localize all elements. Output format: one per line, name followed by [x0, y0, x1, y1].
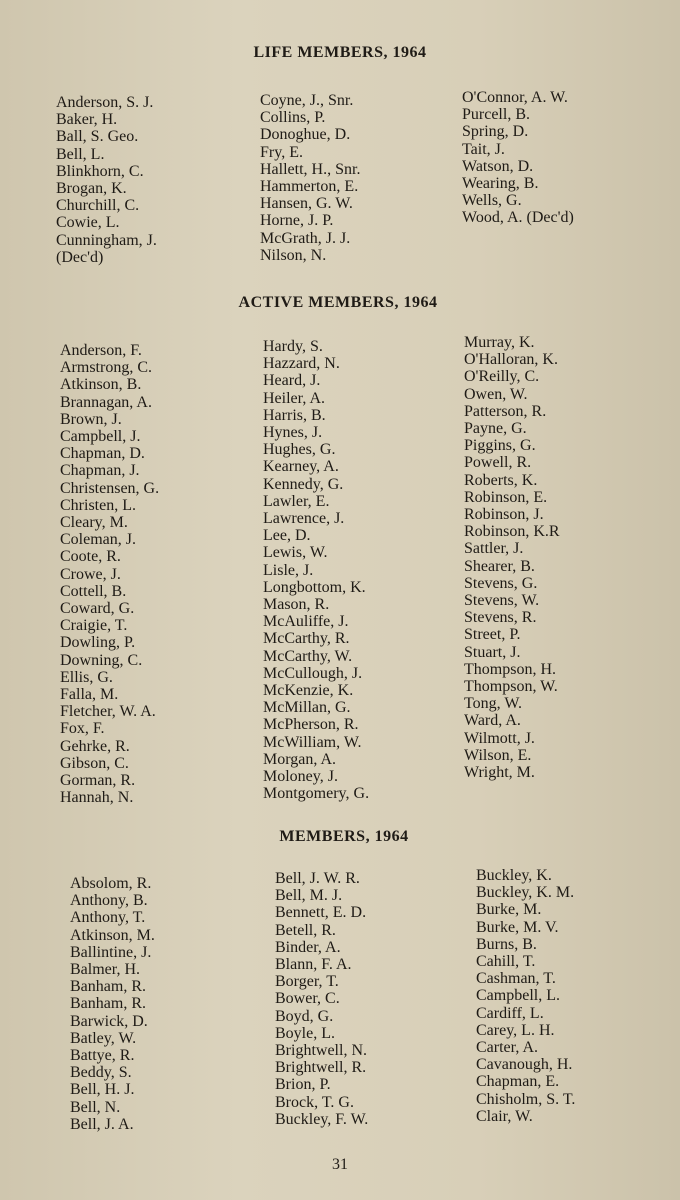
- member-name: Morgan, A.: [263, 750, 337, 768]
- member-name: Bennett, E. D.: [275, 904, 367, 922]
- member-name: Wood, A. (Dec'd): [462, 209, 574, 227]
- member-name: McAuliffe, J.: [263, 613, 349, 631]
- member-name: McCullough, J.: [263, 664, 363, 682]
- member-name: Hazzard, N.: [263, 355, 340, 373]
- member-name: Gorman, R.: [60, 772, 136, 790]
- member-name: Campbell, L.: [476, 987, 560, 1005]
- member-name: Dowling, P.: [60, 634, 136, 652]
- member-name: Wright, M.: [464, 764, 535, 782]
- member-name: Bell, M. J.: [275, 887, 343, 905]
- member-name: Wells, G.: [462, 192, 522, 210]
- member-name: Chisholm, S. T.: [476, 1090, 576, 1108]
- member-name: Robinson, K.R: [464, 523, 560, 541]
- member-name: Powell, R.: [464, 454, 532, 472]
- member-name: McMillan, G.: [263, 699, 351, 717]
- member-name: Wearing, B.: [462, 175, 539, 193]
- member-name: Thompson, H.: [464, 660, 556, 678]
- member-name: Bell, H. J.: [70, 1081, 135, 1099]
- member-name: Cardiff, L.: [476, 1004, 544, 1022]
- active-members-heading: ACTIVE MEMBERS, 1964: [238, 294, 438, 311]
- member-name: Boyd, G.: [275, 1007, 334, 1025]
- member-name: Lawrence, J.: [263, 510, 345, 528]
- member-name: McGrath, J. J.: [260, 229, 351, 247]
- member-name: Clair, W.: [476, 1107, 533, 1125]
- member-name: Tong, W.: [464, 695, 522, 713]
- member-name: Tait, J.: [462, 140, 505, 158]
- member-name: Crowe, J.: [60, 565, 121, 583]
- life-col-1: [56, 94, 157, 266]
- member-name: Piggins, G.: [464, 437, 536, 455]
- member-name: Atkinson, M.: [70, 926, 155, 944]
- member-name: Street, P.: [464, 626, 521, 644]
- member-name: Lewis, W.: [263, 544, 328, 562]
- member-name: Roberts, K.: [464, 471, 538, 489]
- member-name: Hughes, G.: [263, 441, 336, 459]
- member-name: Nilson, N.: [260, 246, 327, 264]
- active-col-1: [60, 342, 159, 806]
- member-name: Heiler, A.: [263, 389, 326, 407]
- member-name: O'Reilly, C.: [464, 368, 540, 386]
- member-name: Coote, R.: [60, 548, 121, 566]
- member-name: Mason, R.: [263, 596, 330, 614]
- member-name: Ballintine, J.: [70, 943, 152, 961]
- member-name: Hansen, G. W.: [260, 195, 353, 213]
- life-col-3: [462, 89, 574, 227]
- member-name: McCarthy, W.: [263, 647, 353, 665]
- member-name: Gibson, C.: [60, 754, 129, 772]
- member-name: Sattler, J.: [464, 540, 524, 558]
- member-name: Burke, M. V.: [476, 918, 559, 936]
- active-col-3: [464, 334, 560, 781]
- member-name: McPherson, R.: [263, 716, 359, 734]
- member-name: Murray, K.: [464, 334, 535, 351]
- member-name: Batley, W.: [70, 1029, 137, 1047]
- members-col-1: [70, 875, 155, 1133]
- member-name: Patterson, R.: [464, 402, 547, 420]
- member-name: Christensen, G.: [60, 479, 160, 497]
- member-name: Wilson, E.: [464, 746, 532, 764]
- member-name: O'Halloran, K.: [464, 351, 558, 369]
- member-name: Falla, M.: [60, 686, 119, 704]
- member-name: Fox, F.: [60, 720, 105, 738]
- member-name: Coleman, J.: [60, 531, 136, 549]
- member-name: Lisle, J.: [263, 561, 314, 579]
- member-name: Wilmott, J.: [464, 729, 535, 747]
- member-name: Burns, B.: [476, 935, 537, 953]
- member-name: Cahill, T.: [476, 953, 536, 971]
- member-name: Kearney, A.: [263, 458, 339, 476]
- member-name: Blann, F. A.: [275, 956, 352, 974]
- member-name: Anthony, B.: [70, 892, 148, 910]
- member-name: Buckley, F. W.: [275, 1110, 369, 1128]
- member-name: Stevens, G.: [464, 574, 538, 592]
- member-name: Ellis, G.: [60, 668, 113, 686]
- members-heading: MEMBERS, 1964: [279, 828, 409, 845]
- member-name: Robinson, J.: [464, 506, 544, 524]
- member-name: Heard, J.: [263, 372, 321, 390]
- member-name: Collins, P.: [260, 109, 326, 127]
- member-name: Banham, R.: [70, 978, 146, 996]
- members-col-2: [275, 870, 368, 1128]
- member-name: Binder, A.: [275, 938, 341, 956]
- member-name: Hannah, N.: [60, 789, 134, 807]
- member-name: Moloney, J.: [263, 768, 338, 786]
- member-name: Downing, C.: [60, 651, 143, 669]
- member-name: Robinson, E.: [464, 488, 548, 506]
- member-name: McKenzie, K.: [263, 682, 354, 700]
- member-name: Atkinson, B.: [60, 376, 142, 394]
- member-name: Owen, W.: [464, 385, 528, 403]
- member-name: Coyne, J., Snr.: [260, 92, 354, 109]
- members-col-3: [476, 867, 575, 1125]
- member-name: Boyle, L.: [275, 1024, 335, 1042]
- member-name: Banham, R.: [70, 995, 146, 1013]
- member-name: Campbell, J.: [60, 428, 141, 446]
- member-name: McCarthy, R.: [263, 630, 350, 648]
- member-name: Lee, D.: [263, 527, 311, 545]
- member-name: Brightwell, R.: [275, 1059, 367, 1077]
- member-name: Borger, T.: [275, 973, 339, 991]
- member-name: Spring, D.: [462, 123, 529, 141]
- member-name: Shearer, B.: [464, 557, 535, 575]
- member-name: Hammerton, E.: [260, 178, 359, 196]
- member-name: Churchill, C.: [56, 197, 140, 215]
- life-members-heading: LIFE MEMBERS, 1964: [253, 44, 427, 61]
- member-name: Kennedy, G.: [263, 475, 344, 493]
- member-name: Armstrong, C.: [60, 359, 152, 377]
- member-name: Brown, J.: [60, 410, 122, 428]
- member-name: Bell, J. A.: [70, 1115, 134, 1133]
- member-name: Watson, D.: [462, 157, 534, 175]
- member-name: Brightwell, N.: [275, 1042, 367, 1060]
- member-name: Brannagan, A.: [60, 393, 152, 411]
- member-name: McWilliam, W.: [263, 733, 362, 751]
- member-name: Cashman, T.: [476, 970, 556, 988]
- member-name: Payne, G.: [464, 420, 527, 438]
- member-name: Donoghue, D.: [260, 126, 351, 144]
- member-name: Barwick, D.: [70, 1012, 148, 1030]
- member-name: Thompson, W.: [464, 678, 558, 696]
- member-name: Betell, R.: [275, 921, 336, 939]
- member-name: Buckley, K. M.: [476, 884, 575, 902]
- member-name: O'Connor, A. W.: [462, 89, 568, 106]
- member-name: Chapman, J.: [60, 462, 140, 480]
- member-name: Stevens, W.: [464, 592, 540, 610]
- member-name: Cleary, M.: [60, 514, 128, 532]
- member-name: Montgomery, G.: [263, 785, 370, 803]
- member-name: Harris, B.: [263, 406, 326, 424]
- member-name: Carter, A.: [476, 1039, 539, 1057]
- member-name: Hynes, J.: [263, 424, 323, 442]
- member-name: Fletcher, W. A.: [60, 703, 156, 721]
- member-name: Lawler, E.: [263, 492, 330, 510]
- member-name: Chapman, D.: [60, 445, 145, 463]
- member-name: Cottell, B.: [60, 582, 127, 600]
- member-name: Brock, T. G.: [275, 1093, 354, 1111]
- member-name: Brogan, K.: [56, 180, 127, 198]
- member-name: Chapman, E.: [476, 1073, 560, 1091]
- member-name: Bell, J. W. R.: [275, 870, 360, 887]
- member-name: Horne, J. P.: [260, 212, 334, 230]
- member-name: Ward, A.: [464, 712, 521, 730]
- member-name: Baker, H.: [56, 111, 118, 129]
- member-name: Cowie, L.: [56, 214, 120, 232]
- member-name: Anthony, T.: [70, 909, 146, 927]
- member-name: Bower, C.: [275, 990, 340, 1008]
- member-name: Bell, L.: [56, 145, 105, 163]
- member-name: Coward, G.: [60, 600, 135, 618]
- member-name: Carey, L. H.: [476, 1021, 555, 1039]
- member-name: Fry, E.: [260, 143, 303, 161]
- active-col-2: [263, 338, 369, 802]
- member-name: Absolom, R.: [70, 875, 152, 892]
- member-name: Blinkhorn, C.: [56, 162, 144, 180]
- member-name: Cavanough, H.: [476, 1056, 573, 1074]
- member-name: Hallett, H., Snr.: [260, 160, 361, 178]
- member-name: Ball, S. Geo.: [56, 128, 139, 146]
- member-name: Anderson, S. J.: [56, 94, 154, 111]
- member-name: Hardy, S.: [263, 338, 323, 355]
- member-name: Stuart, J.: [464, 643, 521, 661]
- member-name: Gehrke, R.: [60, 737, 130, 755]
- member-name: Purcell, B.: [462, 106, 530, 124]
- member-name: Cunningham, J.: [56, 231, 157, 249]
- life-col-2: [260, 92, 360, 264]
- member-name: Beddy, S.: [70, 1064, 132, 1082]
- member-name: Battye, R.: [70, 1047, 135, 1065]
- member-name: (Dec'd): [56, 248, 104, 266]
- member-name: Stevens, R.: [464, 609, 537, 627]
- page-number: 31: [332, 1156, 348, 1173]
- member-name: Longbottom, K.: [263, 578, 366, 596]
- member-name: Balmer, H.: [70, 961, 141, 979]
- member-name: Craigie, T.: [60, 617, 128, 635]
- member-name: Burke, M.: [476, 901, 542, 919]
- member-name: Anderson, F.: [60, 342, 142, 359]
- member-name: Brion, P.: [275, 1076, 331, 1094]
- member-name: Christen, L.: [60, 496, 136, 514]
- member-name: Buckley, K.: [476, 867, 552, 884]
- member-name: Bell, N.: [70, 1098, 121, 1116]
